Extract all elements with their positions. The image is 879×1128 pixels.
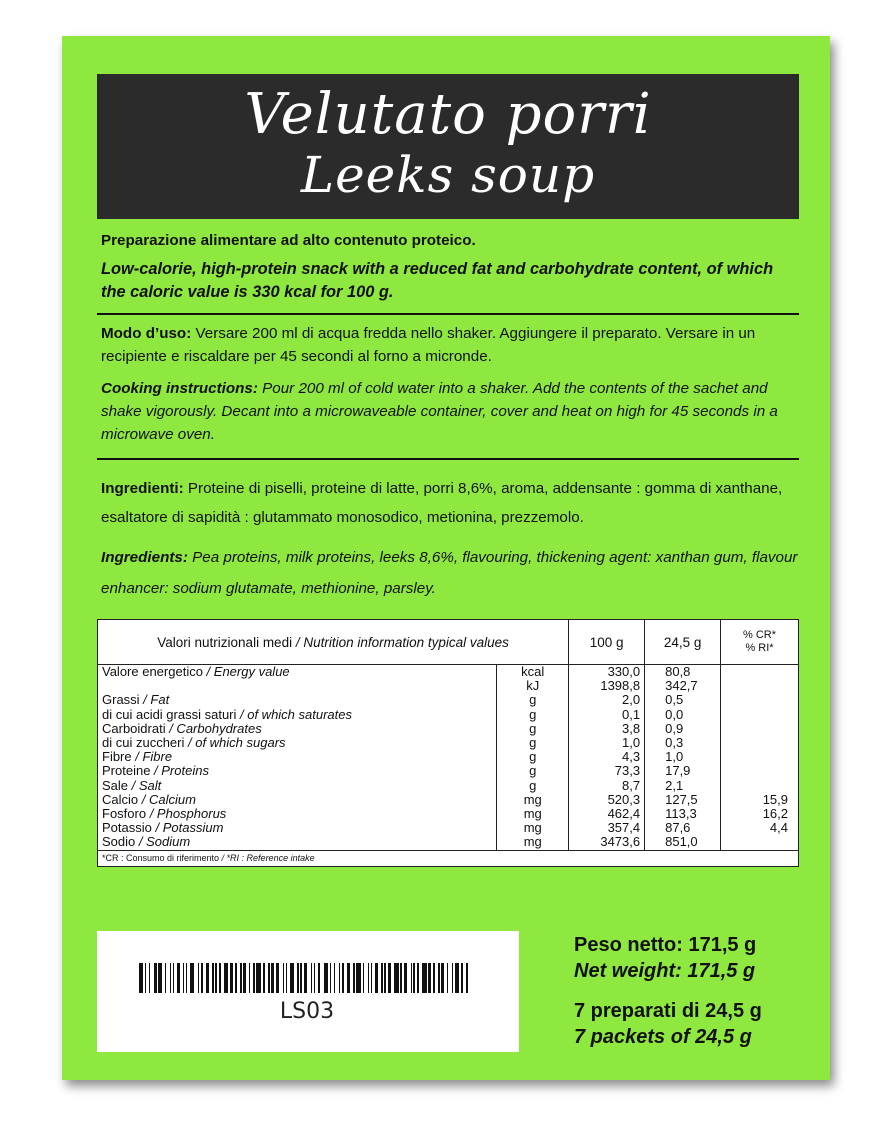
usage-en-text: Pour 200 ml of cold water into a shaker. Add the contents of the sachet and shake vigorously. Decant into a microwaveable container, cover and heat on high for 45 seconds in a microwave oven. <box>101 380 778 443</box>
nutrient-value-portion: 113,3 <box>665 806 697 822</box>
barcode-bar <box>230 963 233 993</box>
nutrition-header-en: / Nutrition information typical values <box>292 634 509 650</box>
barcode-bar <box>400 963 401 993</box>
barcode-bar <box>149 963 150 993</box>
nutrient-name-en: / Phosphorus <box>146 806 227 822</box>
barcode-bar <box>411 963 412 993</box>
barcode-panel <box>97 931 519 1052</box>
nutrient-percent-value <box>725 665 788 679</box>
nutrient-name <box>102 821 492 835</box>
usage-it-label: Modo d’uso: <box>101 325 192 342</box>
nutrient-per-100g <box>569 665 645 851</box>
nutrient-name <box>102 793 492 807</box>
barcode-bar <box>268 963 269 993</box>
barcode-bar <box>330 963 331 993</box>
product-title-it: Velutato porri <box>244 82 652 147</box>
barcode-bar <box>283 963 284 993</box>
barcode-bar <box>381 963 382 993</box>
col-100g: 100 g <box>569 620 645 665</box>
nutrient-value-100g: 3473,6 <box>600 834 641 850</box>
nutrient-value-portion: 17,9 <box>665 763 691 779</box>
nutrient-name <box>102 693 492 707</box>
packets-it: 7 preparati di 24,5 g <box>574 1000 762 1022</box>
barcode-bar <box>183 963 184 993</box>
nutrient-name <box>102 679 492 693</box>
divider-1 <box>97 313 799 315</box>
nutrient-name-it: Fosforo <box>102 806 147 822</box>
barcode-bar <box>384 963 385 993</box>
nutrient-value-portion: 87,6 <box>665 820 691 836</box>
usage-it <box>101 322 801 368</box>
nutrient-percent-value: 16,2 <box>762 806 788 822</box>
barcode-bar <box>271 963 274 993</box>
barcode-bar <box>347 963 350 993</box>
ingredients-it-label: Ingredienti: <box>101 480 184 497</box>
nutrient-value-portion: 0,5 <box>665 692 684 708</box>
nutrient-percent <box>721 665 799 851</box>
barcode-bar <box>249 963 250 993</box>
nutrient-value-100g: 462,4 <box>607 806 641 822</box>
nutrient-unit: g <box>529 720 537 736</box>
nutrient-name-it: Fibre <box>102 749 132 765</box>
nutrient-name-it: di cui acidi grassi saturi <box>102 706 237 722</box>
nutrient-per-portion <box>645 665 721 851</box>
ingredients-it <box>101 474 801 532</box>
barcode-bar <box>375 963 378 993</box>
nutrient-name-it: Grassi <box>102 692 140 708</box>
nutrient-value-100g: 330,0 <box>607 664 641 679</box>
nutrient-name <box>102 764 492 778</box>
barcode-bar <box>417 963 418 993</box>
barcode-bar <box>339 963 340 993</box>
nutrient-percent-value <box>725 722 788 736</box>
nutrient-value-100g: 520,3 <box>607 791 641 807</box>
nutrient-value-portion: 80,8 <box>665 664 691 679</box>
col-portion: 24,5 g <box>645 620 721 665</box>
nutrient-name-it: Proteine <box>102 763 151 779</box>
nutrient-name <box>102 665 492 679</box>
barcode-bar <box>455 963 459 993</box>
nutrition-body <box>98 665 799 851</box>
nutrient-unit: kJ <box>526 678 540 694</box>
barcode-bar <box>438 963 439 993</box>
barcode-bar <box>300 963 301 993</box>
nutrition-header-it: Valori nutrizionali medi <box>157 634 293 650</box>
nutrient-percent-value <box>725 835 788 849</box>
net-weight-it: Peso netto: 171,5 g <box>574 934 757 956</box>
barcode-bar <box>290 963 294 993</box>
usage-en <box>101 377 801 446</box>
nutrient-unit: mg <box>523 834 542 850</box>
barcode-bar <box>165 963 166 993</box>
barcode-bar <box>304 963 307 993</box>
barcode-bar <box>461 963 462 993</box>
barcode-bar <box>190 963 194 993</box>
nutrient-percent-value <box>725 679 788 693</box>
nutrient-name-en: / Energy value <box>202 664 290 679</box>
nutrient-value-100g: 3,8 <box>622 720 641 736</box>
barcode-bar <box>256 963 260 993</box>
nutrient-value-portion: 0,3 <box>665 735 684 751</box>
barcode-bar <box>334 963 335 993</box>
barcode-bar <box>139 963 143 993</box>
nutrient-percent-value <box>725 779 788 793</box>
nutrient-unit: g <box>529 692 537 708</box>
nutrition-footnote <box>98 850 799 866</box>
nutrient-name-it: di cui zuccheri <box>102 735 185 751</box>
nutrient-value-100g: 8,7 <box>622 777 641 793</box>
nutrient-value-100g: 4,3 <box>622 749 641 765</box>
nutrient-name-en: / Proteins <box>150 763 209 779</box>
ingredients-en-text: Pea proteins, milk proteins, leeks 8,6%, flavouring, thickening agent: xanthan gum, flavour enhancer: sodium glutamate, methionine, parsley. <box>101 549 798 597</box>
barcode-bar <box>263 963 264 993</box>
nutrient-names <box>98 665 497 851</box>
barcode-text: LS03 <box>279 999 335 1024</box>
barcode-bar <box>311 963 312 993</box>
nutrient-name-en: / Calcium <box>138 791 196 807</box>
nutrient-name-it: Sodio <box>102 834 136 850</box>
barcode-bar <box>186 963 187 993</box>
barcode-bar <box>433 963 434 993</box>
nutrient-unit: mg <box>523 806 542 822</box>
nutrient-value-portion: 2,1 <box>665 777 684 793</box>
nutrient-name <box>102 736 492 750</box>
barcode-bar <box>253 963 254 993</box>
barcode-bar <box>452 963 453 993</box>
nutrient-name <box>102 722 492 736</box>
barcode-bar <box>219 963 220 993</box>
nutrient-value-100g: 1398,8 <box>600 678 641 694</box>
footnote-en: / *RI : Reference intake <box>219 853 315 864</box>
barcode-bar <box>342 963 345 993</box>
nutrient-name-en: / of which sugars <box>184 735 286 751</box>
nutrient-unit: mg <box>523 820 542 836</box>
nutrient-name-en: / Fat <box>139 692 170 708</box>
intro-en: Low-calorie, high-protein snack with a reduced fat and carbohydrate content, of which the caloric value is 330 kcal for 100 g. <box>101 260 774 301</box>
nutrient-name-it: Calcio <box>102 791 139 807</box>
nutrient-value-100g: 2,0 <box>622 692 641 708</box>
barcode-bar <box>224 963 228 993</box>
barcode-bar <box>276 963 279 993</box>
net-weight-en: Net weight: 171,5 g <box>574 960 756 982</box>
nutrient-name-it: Potassio <box>102 820 152 836</box>
barcode-bar <box>318 963 321 993</box>
barcode-bar <box>413 963 414 993</box>
barcode-bar <box>422 963 426 993</box>
nutrient-unit: mg <box>523 791 542 807</box>
nutrient-name-it: Valore energetico <box>102 664 203 679</box>
nutrient-value-100g: 0,1 <box>622 706 641 722</box>
barcode-bar <box>212 963 213 993</box>
nutrient-unit: g <box>529 735 537 751</box>
barcode-bar <box>206 963 209 993</box>
barcode-bar <box>215 963 216 993</box>
nutrient-value-portion: 851,0 <box>665 834 698 850</box>
barcode-bar <box>158 963 162 993</box>
usage-it-text: Versare 200 ml di acqua fredda nello shaker. Aggiungere il preparato. Versare in un recipiente e riscaldare per 45 secondi al forno a micronde. <box>101 325 756 365</box>
product-title-en: Leeks soup <box>300 146 596 204</box>
nutrient-name <box>102 779 492 793</box>
product-label <box>62 36 830 1080</box>
barcode-bar <box>324 963 328 993</box>
col-cr: % CR* <box>743 629 777 641</box>
barcode-bar <box>154 963 157 993</box>
barcode-bar <box>466 963 467 993</box>
nutrient-name-it: Sale <box>102 777 129 793</box>
nutrient-value-100g: 357,4 <box>607 820 641 836</box>
ingredients-it-text: Proteine di piselli, proteine di latte, porri 8,6%, aroma, addensante : gomma di xanthane, esaltatore di sapidità : glutammato monosodico, metionina, prezzemolo. <box>101 480 783 526</box>
col-ri: % RI* <box>745 642 774 654</box>
nutrition-table <box>97 619 799 867</box>
barcode-bar <box>371 963 372 993</box>
usage-en-label: Cooking instructions: <box>101 380 258 397</box>
barcode-bar <box>235 963 236 993</box>
nutrient-percent-value <box>725 708 788 722</box>
nutrient-name-en: / Potassium <box>151 820 224 836</box>
barcode-bar <box>404 963 407 993</box>
barcode-bar <box>394 963 398 993</box>
packets-en: 7 packets of 24,5 g <box>574 1026 752 1048</box>
nutrient-value-portion: 0,0 <box>665 706 684 722</box>
barcode-bar <box>356 963 360 993</box>
nutrient-name-en: / Fibre <box>131 749 173 765</box>
nutrient-value-portion: 1,0 <box>665 749 684 765</box>
barcode-bar <box>388 963 391 993</box>
nutrient-name <box>102 835 492 849</box>
barcode-bar <box>240 963 241 993</box>
nutrient-name-en: / Carbohydrates <box>165 720 262 736</box>
nutrient-name <box>102 708 492 722</box>
nutrient-percent-value <box>725 693 788 707</box>
barcode-bar <box>363 963 364 993</box>
nutrient-percent-value: 4,4 <box>769 820 788 836</box>
nutrient-name-en: / Salt <box>128 777 162 793</box>
nutrient-percent-value <box>725 736 788 750</box>
nutrient-percent-value <box>725 750 788 764</box>
nutrient-unit: g <box>529 706 537 722</box>
nutrient-unit: g <box>529 749 537 765</box>
title-banner <box>97 74 799 219</box>
nutrient-unit: g <box>529 763 537 779</box>
nutrient-value-portion: 342,7 <box>665 678 698 694</box>
nutrient-name <box>102 807 492 821</box>
divider-2 <box>97 458 799 460</box>
barcode-bar <box>447 963 448 993</box>
barcode-bar <box>368 963 369 993</box>
barcode-bar <box>428 963 431 993</box>
col-cr-ri <box>721 620 799 665</box>
nutrient-name <box>102 750 492 764</box>
nutrition-header-row <box>98 620 799 665</box>
barcode-bar <box>286 963 287 993</box>
barcode <box>139 963 469 993</box>
footnote-it: *CR : Consumo di riferimento <box>102 853 220 864</box>
nutrient-percent-value <box>725 764 788 778</box>
nutrition-header <box>98 620 569 665</box>
barcode-bar <box>170 963 171 993</box>
nutrient-unit: g <box>529 777 537 793</box>
nutrient-value-portion: 0,9 <box>665 720 684 736</box>
intro-it: Preparazione alimentare ad alto contenuto proteico. <box>101 232 476 249</box>
barcode-bar <box>145 963 146 993</box>
nutrient-unit: kcal <box>521 664 545 679</box>
barcode-bar <box>177 963 180 993</box>
barcode-bar <box>297 963 298 993</box>
nutrient-units <box>497 665 569 851</box>
barcode-bar <box>314 963 315 993</box>
ingredients-en-label: Ingredients: <box>101 549 188 566</box>
barcode-bar <box>173 963 174 993</box>
nutrition-footnote-row <box>98 850 799 866</box>
nutrient-value-100g: 73,3 <box>614 763 641 779</box>
ingredients-en <box>101 542 801 604</box>
barcode-bar <box>201 963 204 993</box>
barcode-bar <box>353 963 354 993</box>
barcode-bar <box>198 963 199 993</box>
nutrient-name-en: / of which saturates <box>236 706 353 722</box>
nutrient-value-portion: 127,5 <box>665 791 698 807</box>
nutrient-name-en: / Sodium <box>135 834 191 850</box>
barcode-bar <box>243 963 246 993</box>
barcode-bar <box>441 963 444 993</box>
nutrient-percent-value: 15,9 <box>762 791 788 807</box>
nutrient-name-it: Carboidrati <box>102 720 166 736</box>
nutrient-value-100g: 1,0 <box>622 735 641 751</box>
